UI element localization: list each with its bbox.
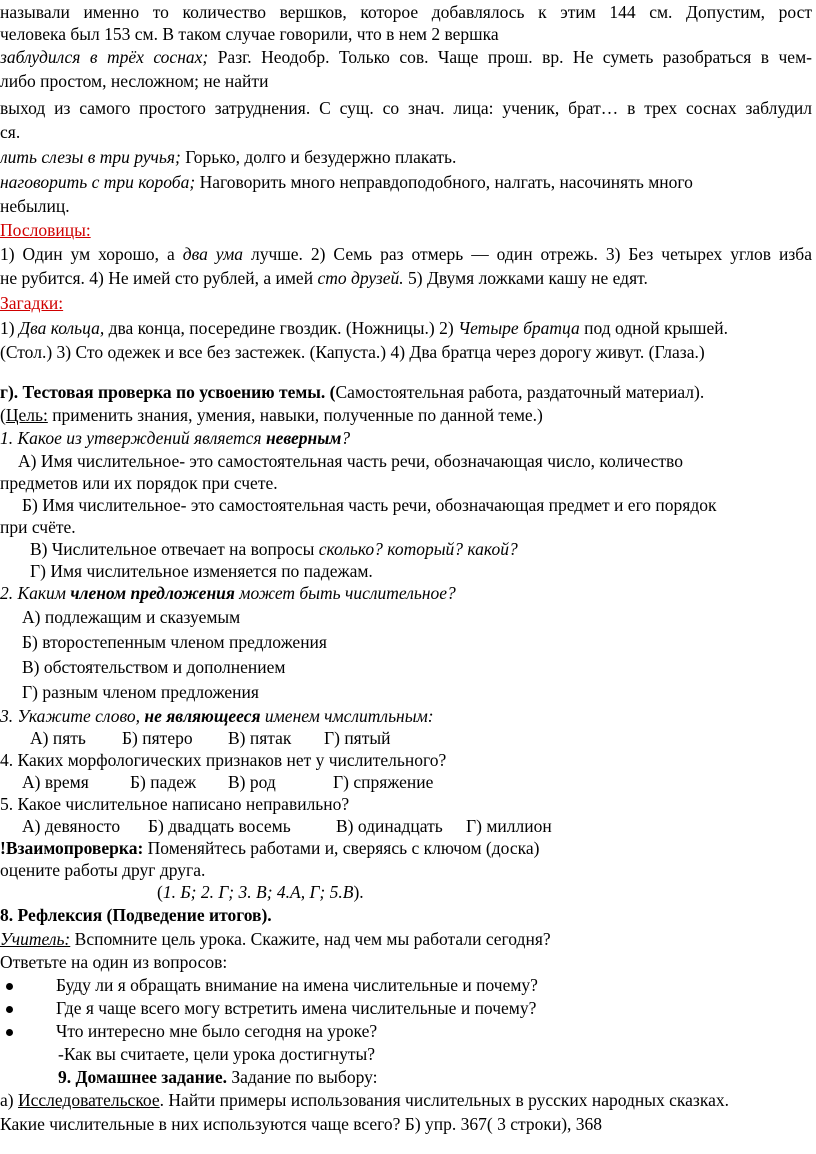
intro-line-2: человека был 153 см. В таком случае говорили, что в нем 2 вершка xyxy=(0,24,499,44)
homework-heading: 9. Домашнее задание. Задание по выбору: xyxy=(58,1067,378,1087)
question-4-option: В) род xyxy=(228,772,276,792)
idiom-3-line-1: наговорить с три короба; Наговорить много неправдоподобного, налгать, насочинять много xyxy=(0,172,693,192)
question-2-option: В) обстоятельством и дополнением xyxy=(22,657,286,677)
question-4-option: Б) падеж xyxy=(130,772,197,792)
question-2-option: Г) разным членом предложения xyxy=(22,682,259,702)
answer-key: (1. Б; 2. Г; 3. В; 4.А, Г; 5.В). xyxy=(157,882,364,902)
idiom-1-line-3: выход из самого простого затруднения. С сущ. со знач. лица: ученик, брат… в трех соснах заблудил xyxy=(0,98,812,118)
question-3-option: Г) пятый xyxy=(324,728,391,748)
answer-instruction: Ответьте на один из вопросов: xyxy=(0,952,228,972)
idiom-1-line-2: либо простом, несложном; не найти xyxy=(0,71,269,91)
reflection-subquestion: -Как вы считаете, цели урока достигнуты? xyxy=(58,1044,376,1064)
idiom-3-line-2: небылиц. xyxy=(0,196,70,216)
idiom-phrase: наговорить с три короба; xyxy=(0,172,196,192)
riddles-line-2: (Стол.) 3) Сто одежек и все без застежек. (Капуста.) 4) Два братца через дорогу живут. (Глаза.) xyxy=(0,342,705,362)
proverbs-heading: Пословицы: xyxy=(0,220,91,240)
idiom-phrase: лить слезы в три ручья; xyxy=(0,147,181,167)
question-2: 2. Каким членом предложения может быть числительное? xyxy=(0,583,456,603)
question-4-option: А) время xyxy=(22,772,89,792)
question-1: 1. Какое из утверждений является неверным? xyxy=(0,428,351,448)
question-5-option: Б) двадцать восемь xyxy=(148,816,291,836)
question-5-option: А) девяносто xyxy=(22,816,121,836)
question-1-option-g: Г) Имя числительное изменяется по падежам. xyxy=(30,561,373,581)
question-1-option-b-line-2: при счёте. xyxy=(0,517,76,537)
teacher-line: Учитель: Вспомните цель урока. Скажите, над чем мы работали сегодня? xyxy=(0,929,551,949)
riddles-heading: Загадки: xyxy=(0,293,64,313)
question-3-option: А) пять xyxy=(30,728,86,748)
intro-line-1: называли именно то количество вершков, которое добавлялось к этим 144 см. Допустим, рост xyxy=(0,2,812,22)
question-1-option-v: В) Числительное отвечает на вопросы сколько? который? какой? xyxy=(30,539,518,559)
test-heading: г). Тестовая проверка по усвоению темы. (Самостоятельная работа, раздаточный материал). xyxy=(0,382,705,402)
question-4-option: Г) спряжение xyxy=(333,772,434,792)
proverbs-line-2: не рубится. 4) Не имей сто рублей, а имей сто друзей. 5) Двумя ложками кашу не едят. xyxy=(0,268,648,288)
question-3-option: В) пятак xyxy=(228,728,292,748)
question-3: 3. Укажите слово, не являющееся именем чмслитльным: xyxy=(0,706,434,726)
bullet-icon xyxy=(6,983,13,990)
question-3-option: Б) пятеро xyxy=(122,728,193,748)
homework-line-2: Какие числительные в них используются чаще всего? Б) упр. 367( 3 строки), 368 xyxy=(0,1114,603,1134)
question-1-option-a-line-2: предметов или их порядок при счете. xyxy=(0,473,278,493)
reflection-question: Что интересно мне было сегодня на уроке? xyxy=(56,1021,378,1041)
question-5: 5. Какое числительное написано неправильно? xyxy=(0,794,350,814)
question-2-option: Б) второстепенным членом предложения xyxy=(22,632,327,652)
reflection-question: Буду ли я обращать внимание на имена числительные и почему? xyxy=(56,975,538,995)
bullet-icon xyxy=(6,1006,13,1013)
question-5-option: В) одинадцать xyxy=(336,816,443,836)
homework-line-1: а) Исследовательское. Найти примеры использования числительных в русских народных сказках. xyxy=(0,1090,729,1110)
question-1-option-b-line-1: Б) Имя числительное- это самостоятельная часть речи, обозначающая предмет и его порядок xyxy=(22,495,717,515)
reflection-heading: 8. Рефлексия (Подведение итогов). xyxy=(0,905,272,925)
idiom-1-line-1: заблудился в трёх соснах; Разг. Неодобр. Только сов. Чаще прош. вр. Не суметь разобраться в чем- xyxy=(0,47,812,67)
idiom-1-line-4: ся. xyxy=(0,122,21,142)
peer-check-line-2: оцените работы друг друга. xyxy=(0,860,206,880)
idiom-2: лить слезы в три ручья; Горько, долго и безудержно плакать. xyxy=(0,147,457,167)
question-4: 4. Каких морфологических признаков нет у числительного? xyxy=(0,750,447,770)
question-1-option-a-line-1: А) Имя числительное- это самостоятельная часть речи, обозначающая число, количество xyxy=(18,451,683,471)
riddles-line-1: 1) Два кольца, два конца, посередине гвоздик. (Ножницы.) 2) Четыре братца под одной крышей. xyxy=(0,318,728,338)
proverbs-line-1: 1) Один ум хорошо, а два ума лучше. 2) Семь раз отмерь — один отрежь. 3) Без четырех углов изба xyxy=(0,244,812,264)
idiom-phrase: заблудился в трёх соснах; xyxy=(0,47,209,67)
question-5-option: Г) миллион xyxy=(466,816,552,836)
peer-check-line-1: !Взаимопроверка: Поменяйтесь работами и, сверяясь с ключом (доска) xyxy=(0,838,540,858)
reflection-question: Где я чаще всего могу встретить имена числительные и почему? xyxy=(56,998,537,1018)
test-goal: (Цель: применить знания, умения, навыки, полученные по данной теме.) xyxy=(0,405,543,425)
bullet-icon xyxy=(6,1029,13,1036)
question-2-option: А) подлежащим и сказуемым xyxy=(22,607,241,627)
